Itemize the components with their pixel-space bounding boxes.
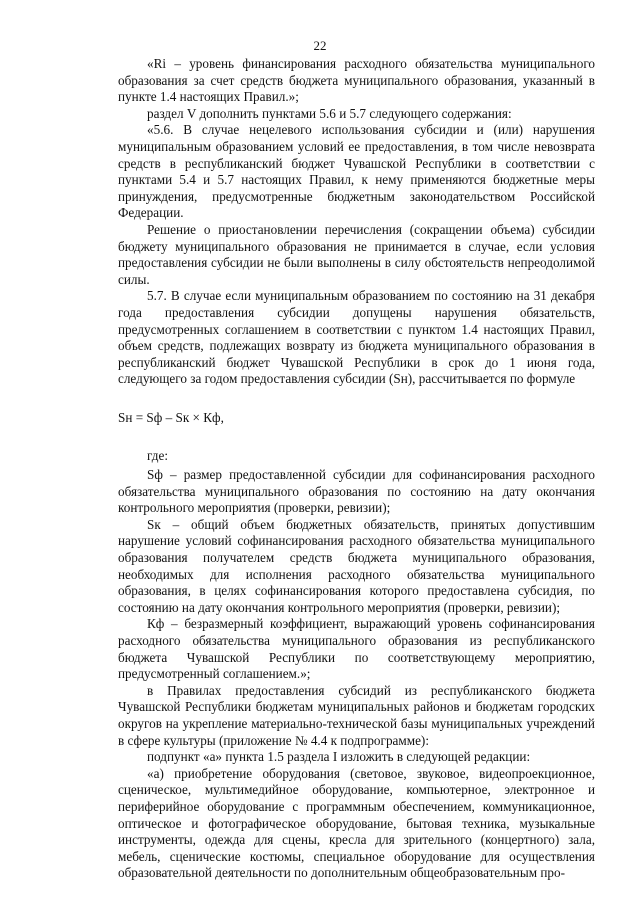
paragraph-section-v-amendment: раздел V дополнить пунктами 5.6 и 5.7 следующего содержания: — [147, 105, 512, 121]
where-label: где: — [147, 448, 168, 464]
definition-sk: Sк – общий объем бюджетных обязательств, принятых допустившим нарушение условий софинансирования расходного обязательства муниципального образования получателем средств бюджета муниципального образования, необходимых для исполнения расходного обязательства муниципального образования, в целях софинансирования которого предоставлена субсидия, по состоянию на дату окончания контрольного мероприятия (проверки, ревизии); — [118, 516, 595, 615]
paragraph-subclause-a: подпункт «а» пункта 1.5 раздела I изложить в следующей редакции: — [147, 749, 531, 765]
paragraph-5-6: «5.6. В случае нецелевого использования субсидии и (или) нарушения муниципальным образованием условий ее предоставления, в том числе невозврата средств в республиканский бюджет Чувашской Республики в соответствии с пунктами 5.4 и 5.7 настоящих Правил, к нему применяются бюджетные меры принуждения, предусмотренные бюджетным законодательством Российской Федерации. — [118, 122, 595, 221]
paragraph-suspension-decision: Решение о приостановлении перечисления (сокращении объема) субсидии бюджету муниципального образования не принимается в случае, если условия предоставления субсидии не были выполнены в силу обстоятельств непреодолимой силы. — [118, 221, 595, 287]
paragraph-5-7: 5.7. В случае если муниципальным образованием по состоянию на 31 декабря года предоставления субсидии допущены нарушения обязательств, предусмотренных соглашением в соответствии с пунктом 1.4 настоящих Правил, объем средств, подлежащих возврату из бюджета муниципального образования в республиканский бюджет Чувашской Республики в срок до 1 июня года, следующего за годом предоставления субсидии (Sн), рассчитывается по формуле — [118, 288, 595, 387]
paragraph-equipment-purchase: «а) приобретение оборудования (световое, звуковое, видеопроекционное, сценическое, мультимедийное оборудование, компьютерное, электронное и периферийное оборудование с программным обеспечением, коммуникационное, оптическое и фотографическое оборудование, бытовая техника, музыкальные инструменты, одежда для сцены, кресла для зрительного (концертного) зала, мебель, сценические костюмы, специальное оборудование для осуществления образовательной деятельности по дополнительным общеобразовательным про- — [118, 765, 595, 881]
page-number: 22 — [313, 38, 327, 53]
definition-kf: Кф – безразмерный коэффициент, выражающий уровень софинансирования расходного обязательства муниципального образования из республиканского бюджета Чувашской Республики по соответствующему мероприятию, предусмотренный соглашением.»; — [118, 616, 595, 682]
paragraph-culture-subsidy-rules: в Правилах предоставления субсидий из республиканского бюджета Чувашской Республики бюджетам муниципальных районов и бюджетам городских округов на укрепление материально-технической базы муниципальных учреждений в сфере культуры (приложение № 4.4 к подпрограмме): — [118, 682, 595, 748]
definition-sf: Sф – размер предоставленной субсидии для софинансирования расходного обязательства муниципального образования по состоянию на дату окончания контрольного мероприятия (проверки, ревизии); — [118, 467, 595, 516]
formula: Sн = Sф – Sк × Кф, — [118, 409, 224, 425]
document-body — [118, 56, 595, 882]
paragraph-ri-definition: «Ri – уровень финансирования расходного обязательства муниципального образования за счет средств бюджета муниципального образования, указанный в пункте 1.4 настоящих Правил.»; — [118, 56, 595, 105]
